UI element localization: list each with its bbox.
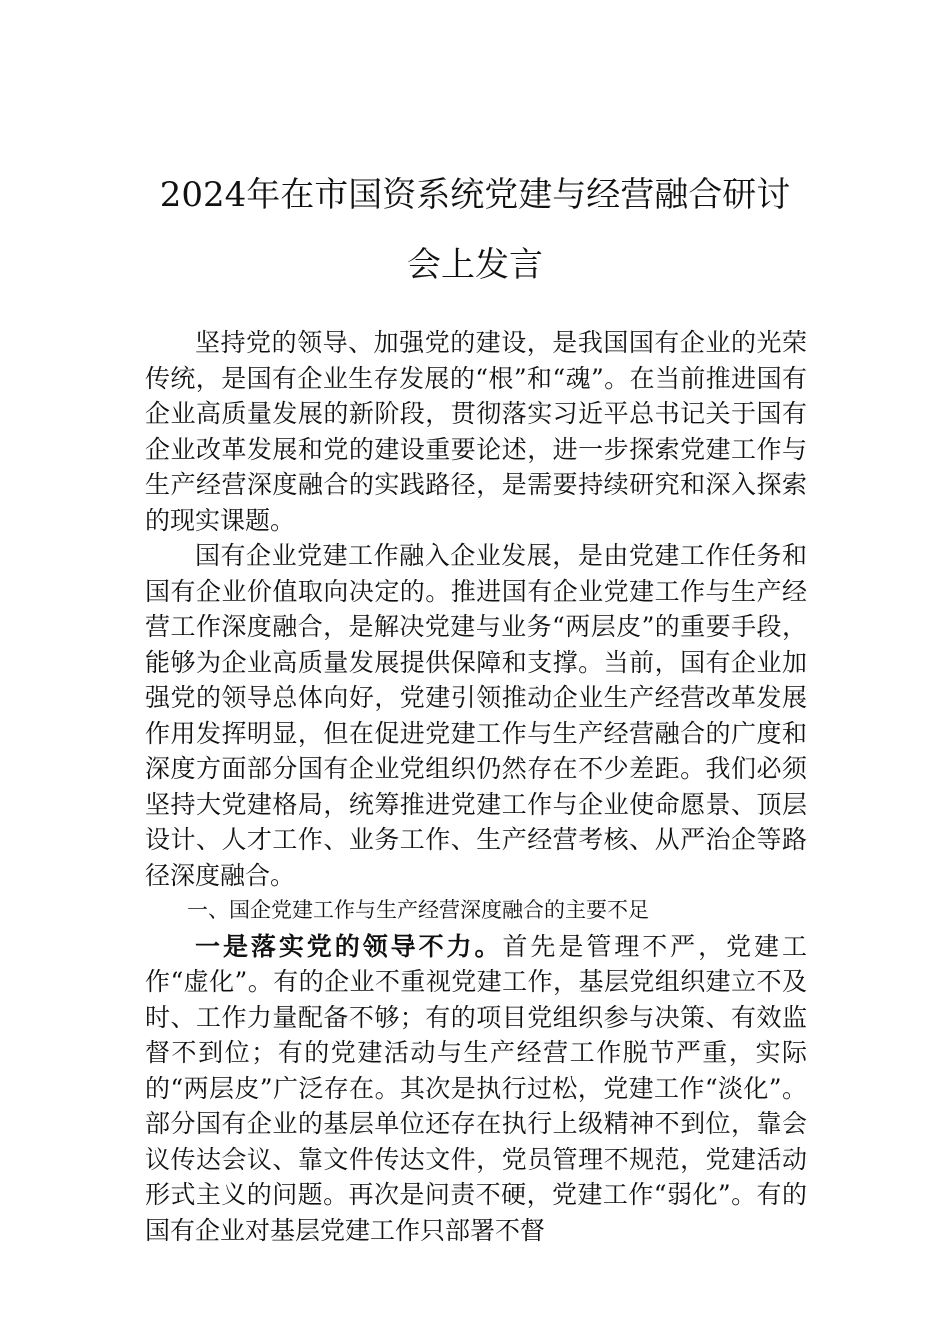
document-body xyxy=(145,325,807,1248)
point-1-lead: 一是落实党的领导不力。 xyxy=(195,931,503,961)
title-line-1: 2024年在市国资系统党建与经营融合研讨 xyxy=(159,175,791,215)
paragraph-point-1 xyxy=(145,929,807,1249)
title-line-2: 会上发言 xyxy=(407,245,543,285)
paragraph-context: 国有企业党建工作融入企业发展，是由党建工作任务和国有企业价值取向决定的。推进国有企业党建工作与生产经营工作深度融合，是解决党建与业务“两层皮”的重要手段，能够为企业高质量发展提供保障和支撑。当前，国有企业加强党的领导总体向好，党建引领推动企业生产经营改革发展作用发挥明显，但在促进党建工作与生产经营融合的广度和深度方面部分国有企业党组织仍然存在不少差距。我们必须坚持大党建格局，统筹推进党建工作与企业使命愿景、顶层设计、人才工作、业务工作、生产经营考核、从严治企等路径深度融合。 xyxy=(145,541,807,890)
point-1-text: 首先是管理不严，党建工作“虚化”。有的企业不重视党建工作，基层党组织建立不及时、工作力量配备不够；有的项目党组织参与决策、有效监督不到位；有的党建活动与生产经营工作脱节严重，实际的“两层皮”广泛存在。其次是执行过松，党建工作“淡化”。部分国有企业的基层单位还存在执行上级精神不到位，靠会议传达会议、靠文件传达文件，党员管理不规范，党建活动形式主义的问题。再次是问责不硬，党建工作“弱化”。有的国有企业对基层党建工作只部署不督 xyxy=(145,931,807,1245)
section-heading: 一、国企党建工作与生产经营深度融合的主要不足 xyxy=(187,898,649,922)
paragraph-intro: 坚持党的领导、加强党的建设，是我国国有企业的光荣传统，是国有企业生存发展的“根”和“魂”。在当前推进国有企业高质量发展的新阶段，贯彻落实习近平总书记关于国有企业改革发展和党的建设重要论述，进一步探索党建工作与生产经营深度融合的实践路径，是需要持续研究和深入探索的现实课题。 xyxy=(145,328,807,535)
document-title xyxy=(130,160,820,300)
